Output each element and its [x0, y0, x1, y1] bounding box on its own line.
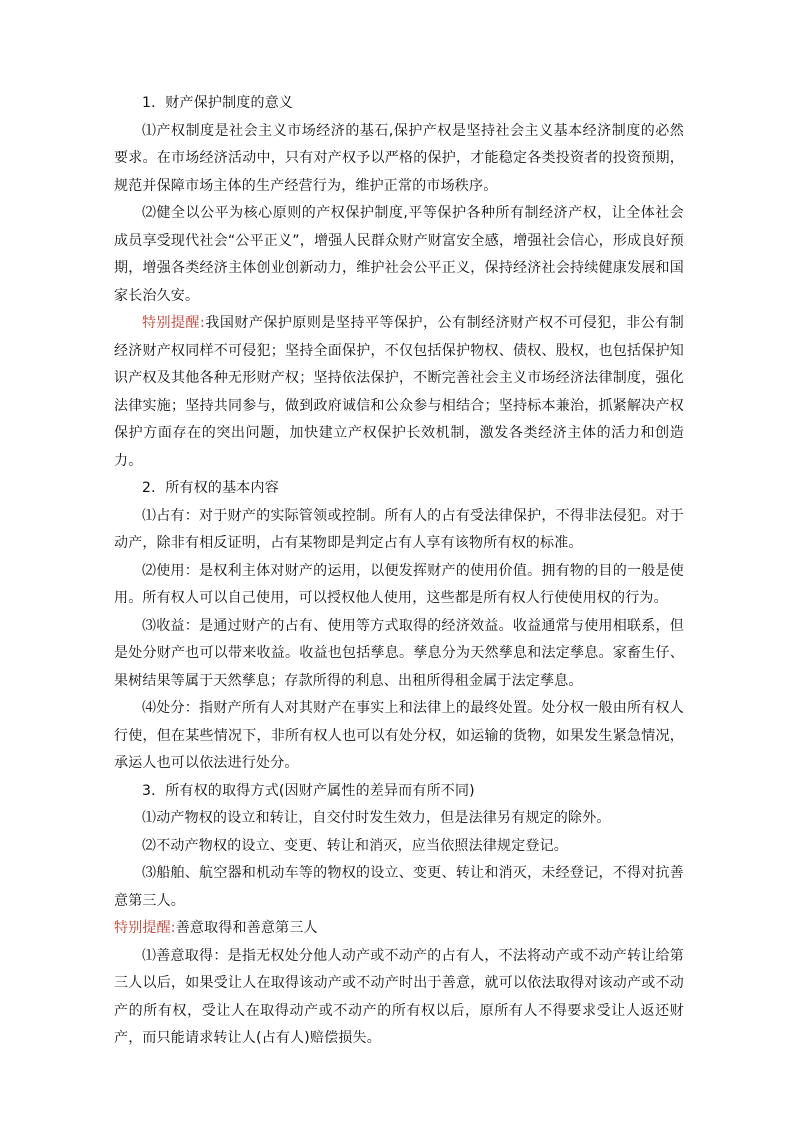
section-3-paragraph-3: ⑶船舶、航空器和机动车等的物权的设立、变更、转让和消灭，未经登记，不得对抗善意第三人。 — [114, 865, 684, 909]
section-2-paragraph-1: ⑴占有：对于财产的实际管领或控制。所有人的占有受法律保护，不得非法侵犯。对于动产，除非有相反证明，占有某物即是判定占有人享有该物所有权的标准。 — [114, 507, 684, 551]
section-1-title: 1．财产保护制度的意义 — [142, 95, 294, 111]
section-3-title: 3．所有权的取得方式(因财产属性的差异而有所不同) — [142, 782, 475, 799]
section-2-paragraph-4: ⑷处分：指财产所有人对其财产在事实上和法律上的最终处置。处分权一般由所有权人行使，但在某些情况下，非所有权人也可以有处分权，如运输的货物，如果发生紧急情况，承运人也可以依法进行处分。 — [114, 700, 684, 771]
section-3-paragraph-1: ⑴动产物权的设立和转让，自交付时发生效力，但是法律另有规定的除外。 — [142, 810, 611, 826]
section-2-paragraph-2: ⑵使用：是权利主体对财产的运用，以便发挥财产的使用价值。拥有物的目的一般是使用。所有权人可以自己使用，可以授权他人使用，这些都是所有权人行使使用权的行为。 — [114, 562, 684, 606]
section-2-paragraph-3: ⑶收益：是通过财产的占有、使用等方式取得的经济效益。收益通常与使用相联系，但是处分财产也可以带来收益。收益也包括孳息。孳息分为天然孳息和法定孳息。家畜生仔、果树结果等属于天然孳息；存款所得的利息、出租所得租金属于法定孳息。 — [114, 617, 684, 689]
note-1-label: 特别提醒: — [142, 315, 205, 331]
document-body — [114, 90, 684, 1053]
section-3-paragraph-4: ⑴善意取得：是指无权处分他人动产或不动产的占有人，不法将动产或不动产转让给第三人以后，如果受让人在取得该动产或不动产时出于善意，就可以依法取得对该动产或不动产的所有权，受让人在取得动产或不动产的所有权以后，原所有人不得要求受让人返还财产，而只能请求转让人(占有人)赔偿损失。 — [114, 947, 684, 1046]
note-2-text: 善意取得和善意第三人 — [175, 920, 318, 936]
note-2-label: 特别提醒: — [114, 920, 176, 936]
note-2-paragraph — [114, 915, 684, 943]
section-2-title: 2．所有权的基本内容 — [142, 480, 279, 496]
section-3-paragraph-2: ⑵不动产物权的设立、变更、转让和消灭，应当依照法律规定登记。 — [142, 837, 568, 854]
note-1-text: 我国财产保护原则是坚持平等保护，公有制经济财产权不可侵犯，非公有制经济财产权同样不可侵犯；坚持全面保护，不仅包括保护物权、债权、股权，也包括保护知识产权及其他各种无形财产权；坚持依法保护，不断完善社会主义市场经济法律制度，强化法律实施；坚持共同参与，做到政府诚信和公众参与相结合；坚持标本兼治，抓紧解决产权保护方面存在的突出问题，加快建立产权保护长效机制，激发各类经济主体的活力和创造力。 — [114, 315, 684, 469]
note-1-paragraph — [114, 310, 684, 475]
section-1-paragraph-2: ⑵健全以公平为核心原则的产权保护制度,平等保护各种所有制经济产权，让全体社会成员享受现代社会“公平正义”，增强人民群众财产财富安全感，增强社会信心，形成良好预期，增强各类经济主体创业创新动力，维护社会公平正义，保持经济社会持续健康发展和国家长治久安。 — [114, 205, 684, 304]
section-1-paragraph-1: ⑴产权制度是社会主义市场经济的基石,保护产权是坚持社会主义基本经济制度的必然要求。在市场经济活动中，只有对产权予以严格的保护，才能稳定各类投资者的投资预期，规范并保障市场主体的生产经营行为，维护正常的市场秩序。 — [114, 122, 684, 194]
